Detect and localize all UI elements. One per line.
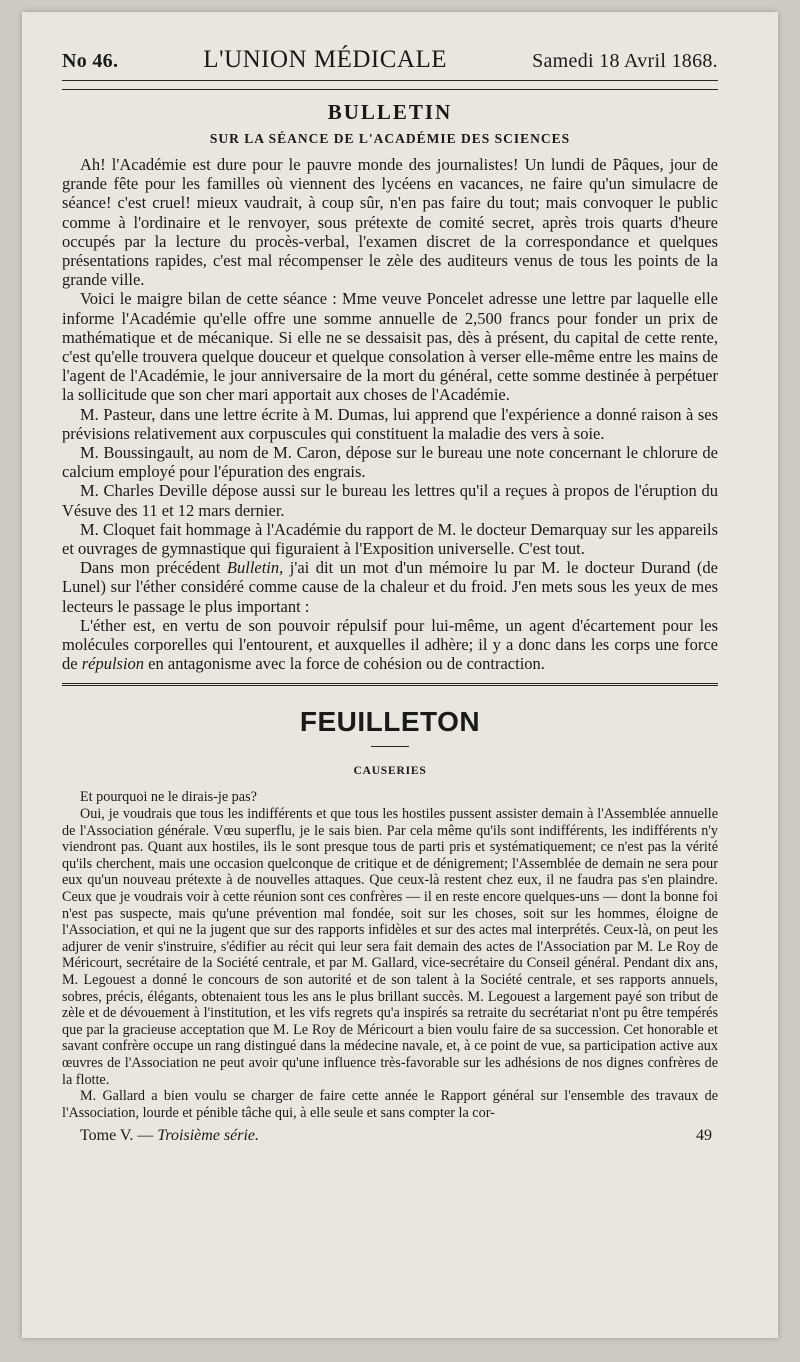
page-number: 49 <box>696 1127 712 1145</box>
bulletin-paragraph: M. Cloquet fait hommage à l'Académie du rapport de M. le docteur Demarquay sur les appareils et ouvrages de gymnastique qui figuraient à l'Exposition universelle. C'est tout. <box>62 519 718 559</box>
header-rule <box>62 80 718 81</box>
masthead <box>62 46 718 80</box>
feuilleton-paragraph: Oui, je voudrais que tous les indifférents et que tous les hostiles pussent assister demain à l'Assemblée annuelle de l'Association générale. Vœu superflu, je le sais bien. Par cela même qu'ils sont indifférents, les indifférents n'y viendront pas. Quant aux hostiles, ils le sont presque tous de parti pris et systématiquement; ce n'est pas la vérité qu'ils cherchent, mais une occasion quelconque de critique et de dénigrement; l'Assemblée de demain ne sera pour eux qu'un nouveau prétexte à de nouvelles attaques. Que ceux-là restent chez eux, il ne faudra pas s'en plaindre. Ceux que je voudrais voir à cette réunion sont ces confrères — il en reste encore quelques-uns — dont la bonne foi n'est pas suspecte, mais qu'une prévention mal fondée, soit sur les choses, soit sur les hommes, éloigne de l'Association, et qui ne la jugent que sur des rapports infidèles et sur des actes mal interprétés. Ceux-là, on peut les adjurer de venir s'instruire, s'édifier au récit qui leur sera fait demain des actes de l'Association par M. Le Roy de Méricourt, secrétaire de la Société centrale, et par M. Gallard, vice-secrétaire du Conseil général. Pendant dix ans, M. Legouest a donné le concours de son autorité et de son talent à la Société centrale, et ses rapports annuels, sobres, précis, élégants, obtenaient tous les ans le plus brillant succès. M. Legouest a largement payé son tribut de zèle et de dévouement à l'institution, et les vifs regrets qu'a inspirés sa retraite du secrétariat n'ont pu être tempérés que par la gracieuse acceptation que M. Le Roy de Méricourt a bien voulu faire de sa succession. Cet honorable et savant confrère occupe un rang distingué dans la médecine navale, et, à ce point de vue, sa participation active aux œuvres de l'Association ne peut avoir qu'une influence très-favorable sur les adhésions de nos dignes confrères de la flotte. <box>62 806 718 1088</box>
bulletin-body <box>62 155 718 673</box>
title-ornament-rule <box>371 746 409 747</box>
feuilleton-body <box>62 789 718 1121</box>
section-heading: CAUSERIES <box>353 765 427 778</box>
volume-info <box>80 1127 259 1145</box>
feuilleton-paragraph: Et pourquoi ne le dirais-je pas? <box>80 789 257 806</box>
feuilleton-paragraph: M. Gallard a bien voulu se charger de faire cette année le Rapport général sur l'ensemble des travaux de l'Association, lourde et pénible tâche qui, à elle seule et sans compter la cor- <box>62 1088 718 1121</box>
header-rule-thin <box>62 89 718 90</box>
feuilleton-title: FEUILLETON <box>299 706 481 738</box>
italic-run: répulsion <box>81 654 145 674</box>
quoted-passage <box>62 616 718 674</box>
bulletin-paragraph <box>62 558 718 616</box>
issue-date: Samedi 18 Avril 1868. <box>532 50 718 72</box>
page-footer <box>62 1127 718 1145</box>
bulletin-paragraph: M. Charles Deville dépose aussi sur le bureau les lettres qu'il a reçues à propos de l'éruption du Vésuve des 11 et 12 mars dernier. <box>62 481 718 520</box>
bulletin-title: BULLETIN <box>327 100 453 124</box>
series-label: Troisième série. <box>157 1127 260 1145</box>
section-divider <box>62 683 718 688</box>
newspaper-title: L'UNION MÉDICALE <box>203 46 448 73</box>
text-run: j'ai dit un mot d'un mémoire lu par M. le docteur Durand (de Lunel) sur l'éther considéré comme cause de la chaleur et du froid. J'en mets sous les yeux de mes lecteurs le passage le plus important : <box>62 558 718 616</box>
volume-label: Tome V. — <box>80 1127 154 1145</box>
issue-number: No 46. <box>62 50 119 72</box>
bulletin-paragraph: M. Boussingault, au nom de M. Caron, dépose sur le bureau une note concernant le chlorure de calcium employé pour l'épuration des engrais. <box>62 443 718 482</box>
text-run: Dans mon précédent <box>80 558 227 578</box>
bulletin-paragraph: Voici le maigre bilan de cette séance : Mme veuve Poncelet adresse une lettre par laquelle elle informe l'Académie qu'elle offre une somme annuelle de 2,500 francs pour fonder un prix de mathématique et de mécanique. Si elle ne se dessaisit pas, dès à présent, du capital de cette rente, c'est qu'elle trouvera quelque douceur et quelque consolation à verser elle-même entre les mains de l'agent de l'Académie, le jour anniversaire de la mort du général, cette somme destinée à perpétuer la sollicitude que son cher mari apportait aux choses de l'Académie. <box>62 289 718 405</box>
italic-run: Bulletin, <box>226 558 284 578</box>
bulletin-subtitle: SUR LA SÉANCE DE L'ACADÉMIE DES SCIENCES <box>209 131 571 146</box>
newspaper-page <box>22 12 778 1338</box>
text-run: en antagonisme avec la force de cohésion ou de contraction. <box>144 654 545 674</box>
bulletin-paragraph: M. Pasteur, dans une lettre écrite à M. Dumas, lui apprend que l'expérience a donné raison à ses prévisions relativement aux corpuscules qui constituent la maladie des vers à soie. <box>62 404 718 443</box>
bulletin-paragraph: Ah! l'Académie est dure pour le pauvre monde des journalistes! Un lundi de Pâques, jour de grande fête pour les familles où viennent des lycéens en vacances, ne faire qu'un simulacre de séance! c'est cruel! mieux vaudrait, à coup sûr, n'en pas faire du tout; mais convoquer le public comme à l'ordinaire et le renvoyer, sous prétexte de comité secret, après trois quarts d'heure occupés par la lecture du procès-verbal, l'examen discret de la correspondance et quelques présentations rapides, c'est mal récompenser le zèle des auditeurs venus de tous les points de la grande ville. <box>62 155 718 290</box>
text-run: L'éther est, en vertu de son pouvoir répulsif pour lui-même, un agent d'écartement pour les molécules corporelles qui l'entourent, et auxquelles il adhère; il y a donc dans les corps une force de <box>62 615 718 674</box>
